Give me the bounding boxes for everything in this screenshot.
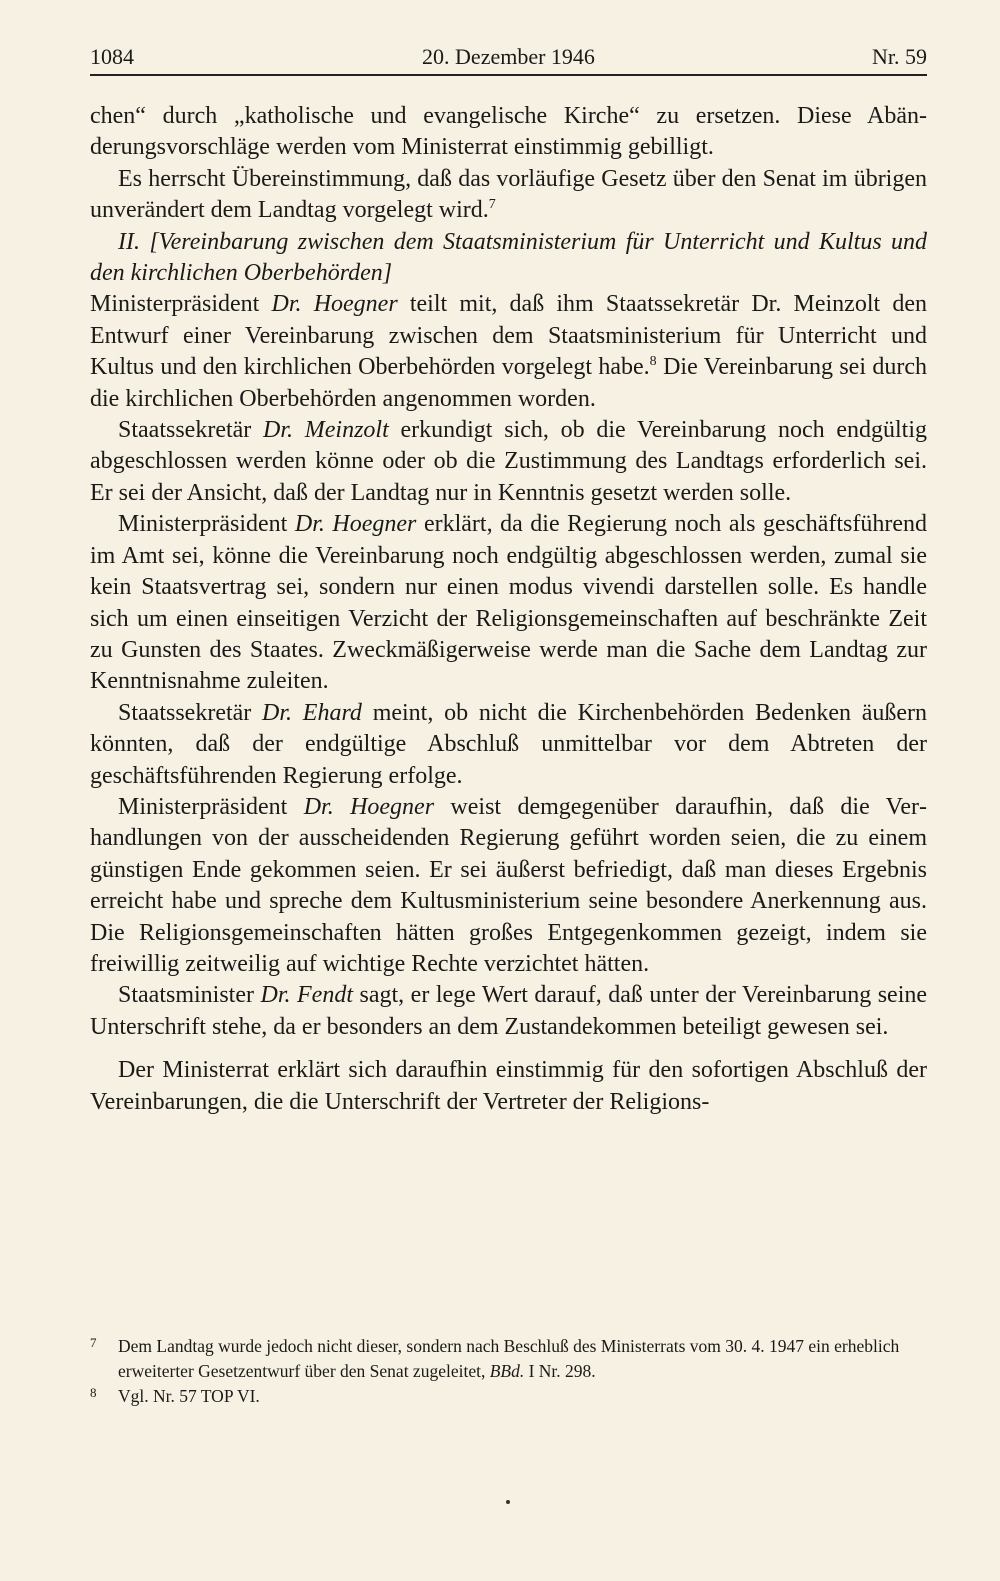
footnote-ref-8[interactable]: 8 bbox=[649, 354, 657, 370]
footnote-8 bbox=[90, 1384, 927, 1409]
paragraph-5 bbox=[90, 509, 927, 697]
paragraph-3-text-end: Die Vereinbarung sei durch die kirchlichen Oberbehörden angenommen worden. bbox=[90, 354, 928, 412]
speaker-role: Staatssekretär bbox=[118, 699, 252, 726]
paragraph-2-text: Es herrscht Übereinstimmung, daß das vorläufige Gesetz über den Senat im übrigen unverändert dem Landtag vorgelegt wird. bbox=[90, 165, 927, 224]
section-title: [Vereinbarung zwischen dem Staatsministerium für Unterricht und Kultus und den kirchlichen Oberbehörden] bbox=[90, 228, 927, 287]
print-speck bbox=[506, 1500, 510, 1504]
page-number: 1084 bbox=[90, 44, 134, 69]
paragraph-5-text: erklärt, da die Regierung noch als geschäftsführend im Amt sei, könne die Vereinbarung noch endgültig abgeschlossen werden, zumal sie kein Staatsvertrag sei, sondern nur einen modus vivendi darstellen solle. Es handle sich um einen einseitigen Verzicht der Religionsgemeinschaften auf beschränkte Zeit zu Gunsten des Staates. Zweckmäßigerweise werde man die Sache dem Landtag zur Kenntnisnahme zuleiten. bbox=[90, 511, 927, 695]
paragraph-1: chen“ durch „katholische und evangelische Kirche“ zu ersetzen. Diese Abänderungsvorschläge werden vom Ministerrat einstimmig gebilligt. bbox=[90, 103, 927, 161]
footnote-mark: 8 bbox=[90, 1385, 97, 1400]
paragraph-8 bbox=[90, 980, 927, 1043]
footnote-mark: 7 bbox=[90, 1335, 97, 1350]
paragraph-8-text: sagt, er lege Wert darauf, daß unter der Vereinbarung seine Unterschrift stehe, da er besonders an dem Zustandekommen beteiligt gewesen sei. bbox=[90, 982, 928, 1040]
section-number: II. bbox=[118, 228, 140, 255]
footnote-text: Vgl. Nr. 57 TOP VI. bbox=[118, 1386, 260, 1406]
paragraph-3 bbox=[90, 289, 927, 415]
paragraph-4-text: erkundigt sich, ob die Vereinbarung noch endgültig abgeschlossen werden könne oder ob die Zustimmung des Landtags erforderlich sei. Er sei der Ansicht, daß der Landtag nur in Kenntnis gesetzt werden solle. bbox=[90, 417, 927, 506]
speaker-role: Staatsminister bbox=[118, 982, 254, 1009]
page-header bbox=[90, 34, 927, 76]
paragraph-6 bbox=[90, 698, 927, 792]
speaker-role: Ministerpräsident bbox=[118, 793, 288, 820]
speaker-role: Staatssekretär bbox=[118, 417, 252, 444]
footnote-ref-7[interactable]: 7 bbox=[488, 197, 496, 213]
speaker-name: Dr. Hoegner bbox=[294, 511, 417, 538]
speaker-name: Dr. Ehard bbox=[262, 699, 362, 726]
paragraph-7-text: weist demgegenüber daraufhin, daß die Verhandlungen von der ausscheidenden Regierung geführt worden seien, die zu einem günstigen Ende gekommen seien. Er sei äußerst befriedigt, daß man dieses Ergebnis erreicht habe und spreche dem Kultusministerium seine besondere Anerkennung aus. Die Religionsgemeinschaften hätten großes Entgegenkommen gezeigt, indem sie freiwillig zeitweilig auf wichtige Rechte verzichtet hätten. bbox=[90, 793, 927, 977]
header-date: 20. Dezember 1946 bbox=[422, 44, 595, 69]
document-number: Nr. 59 bbox=[872, 44, 927, 69]
footnote-7 bbox=[90, 1334, 927, 1384]
paragraph-6-text: meint, ob nicht die Kirchenbehörden Bedenken äußern könnten, daß der endgültige Abschluß unmittelbar vor dem Abtreten der geschäftsführenden Regierung erfolge. bbox=[90, 699, 928, 789]
paragraph-9: Der Ministerrat erklärt sich daraufhin einstimmig für den sofortigen Abschluß der Vereinbarungen, die die Unterschrift der Vertreter der Religions- bbox=[90, 1057, 927, 1115]
footnotes bbox=[90, 1334, 927, 1409]
paragraph-2 bbox=[90, 164, 927, 227]
section-heading bbox=[90, 227, 927, 290]
speaker-role: Ministerpräsident bbox=[118, 511, 288, 538]
paragraph-4 bbox=[90, 415, 927, 509]
speaker-role: Ministerpräsident bbox=[90, 291, 260, 318]
speaker-name: Dr. Fendt bbox=[260, 982, 353, 1009]
footnote-text-end: I Nr. 298. bbox=[528, 1361, 596, 1381]
footnote-text: Dem Landtag wurde jedoch nicht dieser, sondern nach Beschluß des Ministerrats vom 30. 4. 1947 ein erheblich erweiterter Gesetzentwurf über den Senat zugeleitet, bbox=[118, 1336, 900, 1381]
body-text bbox=[90, 101, 927, 1118]
paragraph-7 bbox=[90, 792, 927, 980]
speaker-name: Dr. Hoegner bbox=[303, 793, 435, 820]
paragraph-3-text: teilt mit, daß ihm Staatssekretär Dr. Meinzolt den Entwurf einer Vereinbarung zwischen dem Staatsministerium für Unterricht und Kultus und den kirchlichen Oberbehörden vorgelegt habe. bbox=[90, 291, 928, 381]
speaker-name: Dr. Hoegner bbox=[271, 291, 398, 318]
speaker-name: Dr. Meinzolt bbox=[263, 417, 389, 444]
footnote-abbrev: BBd. bbox=[489, 1361, 525, 1381]
